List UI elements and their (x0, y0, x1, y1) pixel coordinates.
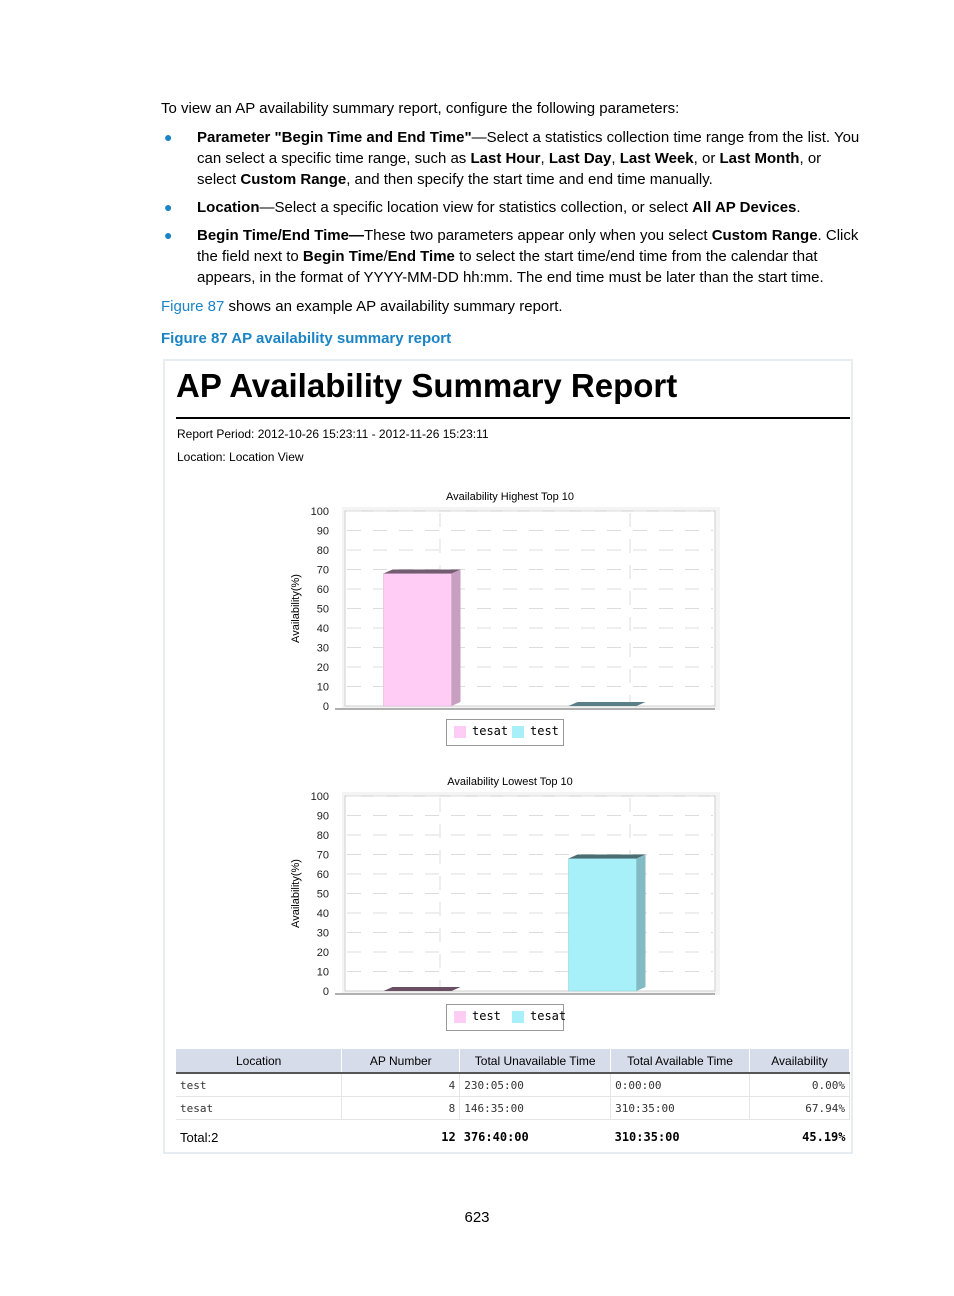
bullet-icon: ● (164, 129, 173, 145)
y-tick-label: 40 (316, 908, 329, 920)
y-tick-label: 40 (316, 623, 329, 635)
chart-title: Availability Lowest Top 10 (447, 776, 573, 788)
total-label: Total:2 (180, 1129, 219, 1145)
y-tick-label: 20 (316, 947, 329, 959)
y-tick-label: 90 (316, 810, 329, 823)
total-ap-number: 12 (441, 1130, 456, 1144)
bar-top (384, 570, 461, 574)
y-tick-label: 70 (316, 849, 329, 862)
column-header-available-time: Total Available Time (611, 1049, 750, 1073)
param-text: Location—Select a specific location view for statistics collection, or select All AP Devices. (197, 199, 801, 216)
legend-label: test (472, 1009, 501, 1023)
y-tick-label: 80 (316, 830, 329, 842)
y-axis-label: Availability(%) (290, 574, 302, 643)
chart-lowest (285, 773, 735, 1033)
figure-link[interactable]: Figure 87 (161, 298, 225, 315)
bar-side (452, 570, 461, 706)
report-period: Report Period: 2012-10-26 15:23:11 - 2012-11-26 15:23:11 (177, 427, 489, 441)
page-number: 623 (464, 1209, 490, 1226)
y-tick-label: 30 (316, 927, 329, 940)
bullet-icon: ● (164, 227, 173, 243)
y-tick-label: 0 (322, 701, 329, 713)
y-tick-label: 10 (316, 681, 329, 694)
bar-side (637, 855, 646, 991)
total-unavailable-time: 376:40:00 (463, 1130, 529, 1144)
cell-ap-number: 8 (342, 1097, 460, 1120)
param-item (161, 197, 864, 218)
cell-unavailable-time: 146:35:00 (460, 1097, 611, 1120)
legend-lowest (446, 1004, 567, 1031)
bar-top (569, 702, 646, 706)
parameter-list (161, 127, 864, 295)
chart-title: Availability Highest Top 10 (445, 491, 575, 503)
column-header-availability: Availability (750, 1049, 850, 1073)
cell-available-time: 310:35:00 (611, 1097, 750, 1120)
chart-lowest-svg (285, 773, 735, 1003)
y-tick-label: 70 (316, 564, 329, 577)
bar-top (569, 855, 646, 859)
total-available-time: 310:35:00 (614, 1130, 680, 1144)
total-availability: 45.19% (802, 1130, 846, 1144)
report-title: AP Availability Summary Report (176, 367, 678, 404)
cell-available-time: 0:00:00 (611, 1073, 750, 1097)
figure-reference-text: shows an example AP availability summary report. (224, 298, 563, 315)
table-total-row (176, 1120, 850, 1155)
param-item (161, 127, 864, 190)
summary-table (176, 1049, 850, 1154)
legend-swatch (512, 1011, 524, 1023)
title-divider (176, 417, 850, 419)
y-tick-label: 100 (310, 506, 329, 518)
report-panel (163, 359, 853, 1154)
legend-swatch (454, 1011, 466, 1023)
legend-label: test (530, 724, 559, 738)
legend-swatch (512, 726, 524, 738)
table-row (176, 1073, 850, 1097)
bar-top (384, 987, 461, 991)
table-header-row (176, 1049, 850, 1073)
y-tick-label: 80 (316, 545, 329, 557)
y-tick-label: 50 (316, 603, 329, 616)
column-header-unavailable-time: Total Unavailable Time (460, 1049, 611, 1073)
intro-text: To view an AP availability summary report, configure the following parameters: (161, 100, 680, 117)
figure-reference (161, 298, 563, 315)
legend-highest (446, 719, 564, 746)
y-tick-label: 100 (310, 791, 329, 803)
y-tick-label: 60 (316, 584, 329, 596)
cell-availability: 67.94% (750, 1097, 850, 1120)
legend-label: tesat (472, 724, 509, 738)
column-header-location: Location (176, 1049, 342, 1073)
y-tick-label: 20 (316, 662, 329, 674)
y-tick-label: 10 (316, 966, 329, 979)
cell-unavailable-time: 230:05:00 (460, 1073, 611, 1097)
chart-highest (285, 488, 735, 748)
y-tick-label: 50 (316, 888, 329, 901)
legend-label: tesat (530, 1009, 567, 1023)
cell-ap-number: 4 (342, 1073, 460, 1097)
bullet-icon: ● (164, 199, 173, 215)
chart-highest-svg (285, 488, 735, 718)
cell-location: tesat (176, 1097, 342, 1120)
bar (384, 574, 452, 706)
figure-caption: Figure 87 AP availability summary report (161, 330, 452, 347)
y-axis-label: Availability(%) (290, 859, 302, 928)
param-item (161, 225, 864, 288)
y-tick-label: 60 (316, 869, 329, 881)
legend-swatch (454, 726, 466, 738)
bar (569, 859, 637, 991)
table-row (176, 1097, 850, 1120)
y-tick-label: 0 (322, 986, 329, 998)
report-location: Location: Location View (177, 450, 304, 464)
y-tick-label: 30 (316, 642, 329, 655)
column-header-ap-number: AP Number (342, 1049, 460, 1073)
param-text: Begin Time/End Time—These two parameters appear only when you select Custom Range. Click the field next to Begin Time/End Time to select the start time/end time from the calendar that appears, in the format of YYYY-MM-DD hh:mm. The end time must be later than the start time. (197, 227, 859, 286)
y-tick-label: 90 (316, 525, 329, 538)
param-text: Parameter "Begin Time and End Time"—Select a statistics collection time range from the list. You can select a specific time range, such as Last Hour, Last Day, Last Week, or Last Month, or select Custom Range, and then specify the start time and end time manually. (197, 129, 860, 188)
cell-location: test (176, 1073, 342, 1097)
cell-availability: 0.00% (750, 1073, 850, 1097)
